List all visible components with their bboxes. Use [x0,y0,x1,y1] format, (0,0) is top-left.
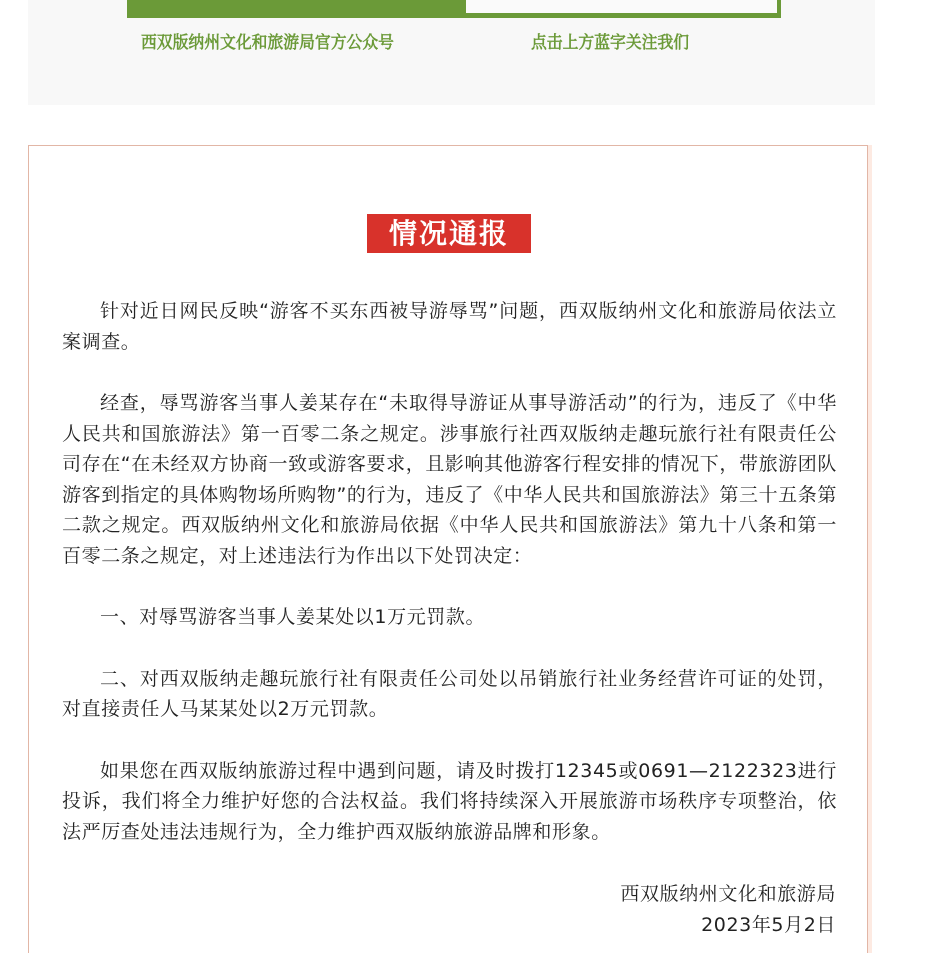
account-name-label: 西双版纳州文化和旅游局官方公众号 [141,33,394,53]
paragraph-penalty-1: 一、对辱骂游客当事人姜某处以1万元罚款。 [100,606,486,628]
notice-title: 情况通报 [388,217,509,250]
notice-card [28,145,868,953]
paragraph-findings: 经查，辱骂游客当事人姜某存在“未取得导游证从事导游活动”的行为，违反了《中华人民共和国旅游法》第一百零二条之规定。涉事旅行社西双版纳走趣玩旅行社有限责任公司存在“在未经双方协商一致或游客要求，且影响其他游客行程安排的情况下，带旅游团队游客到指定的具体购物场所购物”的行为，违反了《中华人民共和国旅游法》第三十五条第二款之规定。西双版纳州文化和旅游局依据《中华人民共和国旅游法》第九十八条和第一百零二条之规定，对上述违法行为作出以下处罚决定： [62,392,837,567]
signature-block [620,879,836,941]
account-header [28,0,875,105]
notice-title-badge [367,214,531,253]
paragraph-intro: 针对近日网民反映“游客不买东西被导游辱骂”问题，西双版纳州文化和旅游局依法立案调查。 [62,300,837,353]
issuer-name: 西双版纳州文化和旅游局 [620,883,836,905]
header-banner [127,0,781,18]
notice-body [62,296,837,878]
paragraph-penalty-2: 二、对西双版纳走趣玩旅行社有限责任公司处以吊销旅行社业务经营许可证的处罚，对直接责任人马某某处以2万元罚款。 [62,667,837,720]
issue-date: 2023年5月2日 [701,914,836,936]
header-banner-inner [466,0,777,13]
follow-prompt-label: 点击上方蓝字关注我们 [531,33,690,53]
paragraph-contact: 如果您在西双版纳旅游过程中遇到问题，请及时拨打12345或0691—2122323进行投诉，我们将全力维护好您的合法权益。我们将持续深入开展旅游市场秩序专项整治，依法严厉查处违法违规行为，全力维护西双版纳旅游品牌和形象。 [62,759,837,843]
